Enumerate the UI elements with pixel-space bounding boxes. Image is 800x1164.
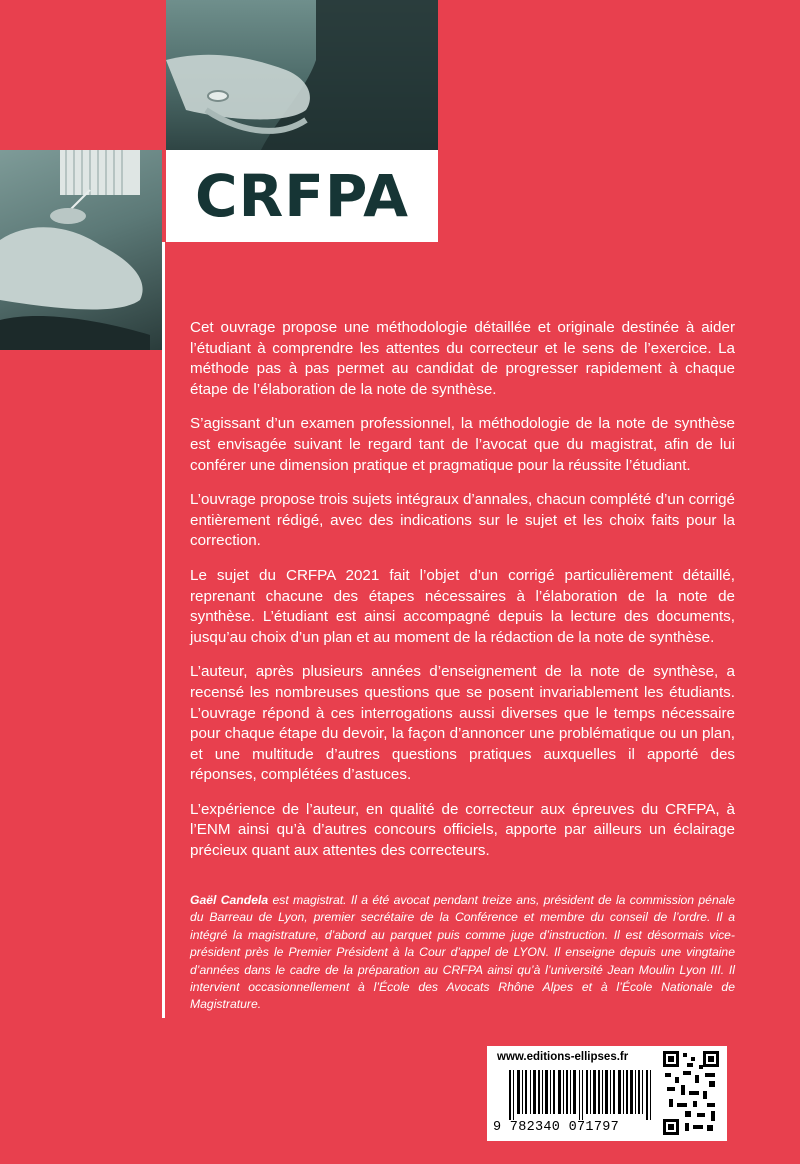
title-box bbox=[166, 150, 438, 242]
description-text bbox=[190, 318, 735, 876]
paragraph: L’ouvrage propose trois sujets intégraux d’annales, chacun complété d’un corrigé entièrement rédigé, avec des indications sur le sujet et les choix faits pour la correction. bbox=[190, 491, 735, 550]
author-bio bbox=[190, 892, 735, 1014]
cover-photo-hand-ring bbox=[166, 0, 438, 150]
publisher-url: www.editions-ellipses.fr bbox=[497, 1051, 629, 1063]
paragraph: Le sujet du CRFPA 2021 fait l’objet d’un corrigé particulièrement détaillé, reprenant chacune des étapes nécessaires à l’élaboration de la note de synthèse. L’étudiant est ainsi accompagné depuis la lecture des documents, jusqu’au choix d’un plan et au moment de la rédaction de la note de synthèse. bbox=[190, 566, 735, 646]
author-bio-text: est magistrat. Il a été avocat pendant treize ans, président de la commission pénale du Barreau de Lyon, premier secrétaire de la Conférence et membre du conseil de l’ordre. Il a intégré la magistrature, d’abord au parquet puis comme juge d’instruction. Il est désormais vice-président près le Premier Président à la Cour d’appel de LYON. Il enseigne depuis une vingtaine d’années dans le cadre de la préparation au CRFPA ainsi qu’à l’université Jean Moulin Lyon III. Il intervient occasionnellement à l’École des Avocats Rhône Alpes et à l’École Nationale de Magistrature. bbox=[190, 893, 735, 1012]
barcode-panel bbox=[487, 1046, 727, 1141]
paragraph: L’expérience de l’auteur, en qualité de correcteur aux épreuves du CRFPA, à l’ENM ainsi qu’à d’autres concours officiels, apporte par ailleurs un éclairage précieux quant aux attentes des correcteurs. bbox=[190, 800, 735, 860]
cover-photo-hand-scale bbox=[0, 150, 162, 350]
paragraph: L’auteur, après plusieurs années d’enseignement de la note de synthèse, a recensé les nombreuses questions que se posent invariablement les étudiants. L’ouvrage répond à ces interrogations aussi diverses que le temps nécessaire pour chaque étape du devoir, la façon d’annoncer une problématique ou un plan, et une multitude d’autres questions pratiques auxquelles il apporté des réponses, complétées d’astuces. bbox=[190, 663, 735, 784]
author-name: Gaël Candela bbox=[190, 893, 269, 907]
paragraph: S’agissant d’un examen professionnel, la méthodologie de la note de synthèse est envisagée suivant le regard tant de l’avocat que du magistrat, afin de lui conférer une dimension pratique et pragmatique pour la réussite l’étudiant. bbox=[190, 415, 735, 474]
book-title: CRFPA bbox=[195, 162, 409, 230]
paragraph: Cet ouvrage propose une méthodologie détaillée et originale destinée à aider l’étudiant à comprendre les attentes du correcteur et le sens de l’exercice. La méthode pas à pas permet au candidat de progresser rapidement à chaque étape de l’élaboration de la note de synthèse. bbox=[190, 319, 735, 398]
divider-line bbox=[162, 242, 165, 1018]
barcode bbox=[509, 1070, 659, 1120]
qr-code-icon bbox=[663, 1051, 719, 1135]
isbn-number: 9 782340 071797 bbox=[493, 1120, 620, 1135]
